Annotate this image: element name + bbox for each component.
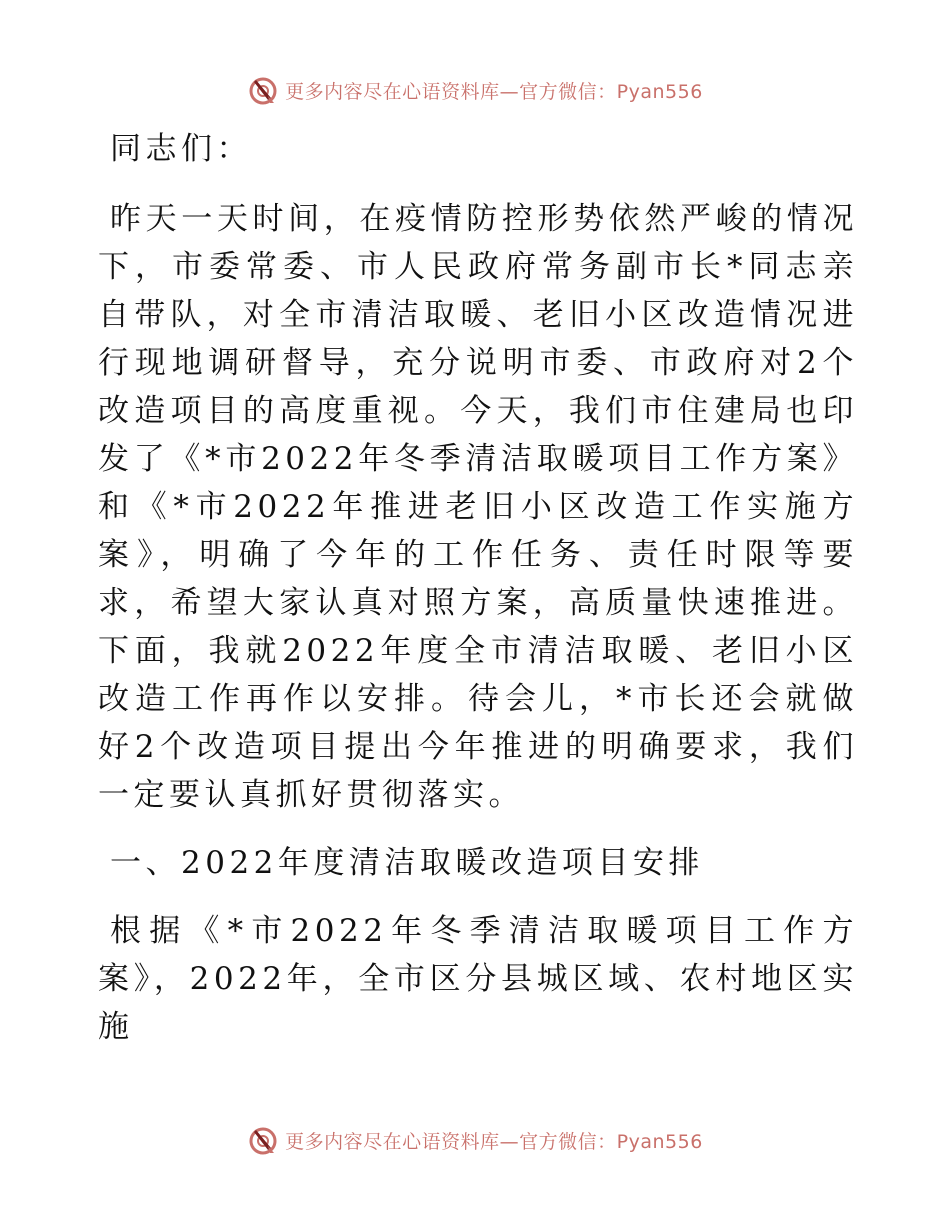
brush-circle-logo-icon [247,74,279,106]
footer-watermark [0,1120,950,1160]
watermark-text: 更多内容尽在心语资料库—官方微信：Pyan556 [285,80,703,103]
section-heading: 一、2022年度清洁取暖改造项目安排 [110,845,704,881]
watermark-text: 更多内容尽在心语资料库—官方微信：Pyan556 [285,1130,703,1153]
paragraph-section-1: 根据《*市2022年冬季清洁取暖项目工作方案》，2022年，全市区分县城区域、农村地区实施 [98,913,858,1045]
paragraph-intro: 昨天一天时间，在疫情防控形势依然严峻的情况下，市委常委、市人民政府常务副市长*同志亲自带队，对全市清洁取暖、老旧小区改造情况进行现地调研督导，充分说明市委、市政府对2个改造项目的高度重视。今天，我们市住建局也印发了《*市2022年冬季清洁取暖项目工作方案》和《*市2022年推进老旧小区改造工作实施方案》，明确了今年的工作任务、责任时限等要求，希望大家认真对照方案，高质量快速推进。下面，我就2022年度全市清洁取暖、老旧小区改造工作再作以安排。待会儿，*市长还会就做好2个改造项目提出今年推进的明确要求，我们一定要认真抓好贯彻落实。 [98,201,858,813]
brush-circle-logo-icon [247,1124,279,1156]
header-watermark [0,70,950,110]
salutation: 同志们： [110,131,252,167]
document-body [98,125,858,1051]
